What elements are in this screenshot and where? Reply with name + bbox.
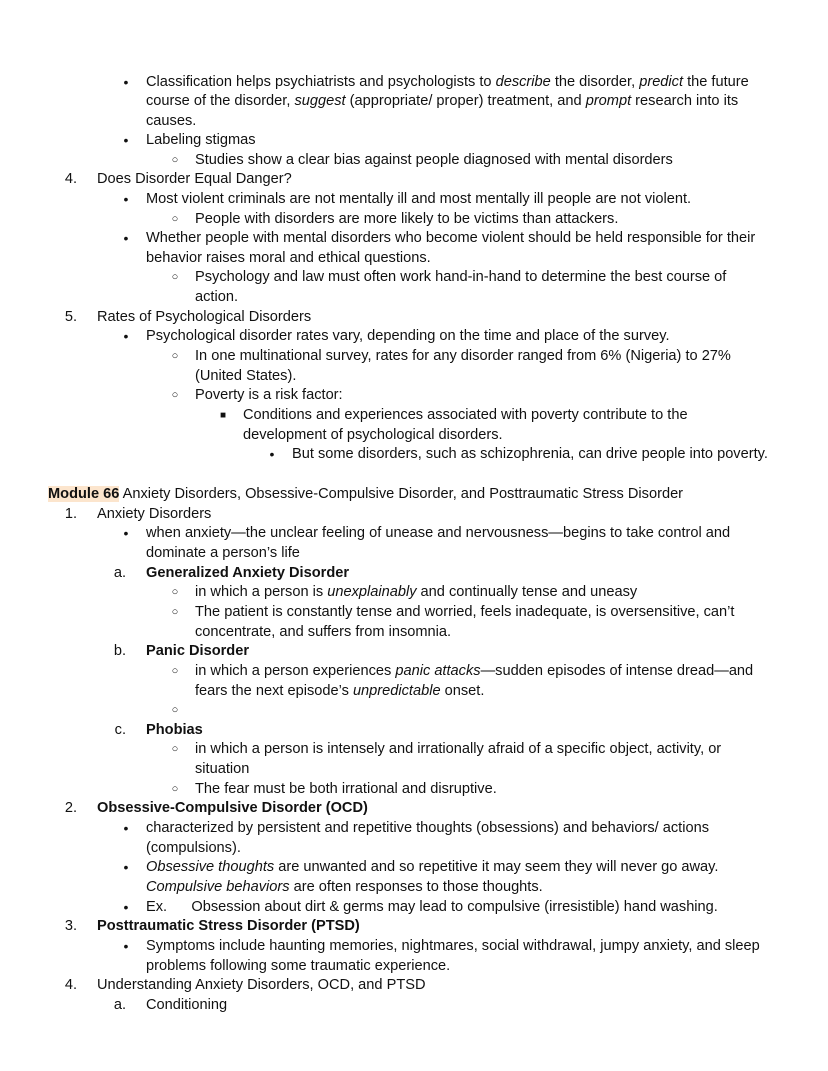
text-line: [146, 112, 196, 132]
line-text: People with disorders are more likely to be victims than attackers.: [195, 211, 619, 227]
text-line: [195, 288, 238, 308]
line-text: The patient is constantly tense and worried, feels inadequate, is oversensitive, can’t: [195, 604, 735, 620]
bold-heading-text: Panic Disorder: [146, 643, 250, 659]
circle-bullet-marker: ○: [171, 783, 179, 795]
list-number: a.: [113, 565, 126, 581]
line-text: Poverty is a risk factor:: [195, 387, 343, 403]
bullet-marker: •: [123, 820, 129, 836]
circle-bullet-marker: ○: [171, 154, 179, 166]
bold-heading-text: Generalized Anxiety Disorder: [146, 565, 350, 581]
text-line: [195, 760, 249, 780]
bullet-marker: •: [123, 525, 129, 541]
text-line: [195, 603, 734, 623]
line-text: Understanding Anxiety Disorders, OCD, and PTSD: [97, 977, 426, 993]
bullet-marker: •: [123, 74, 129, 90]
text-line: [146, 229, 755, 249]
list-number: b.: [113, 643, 126, 659]
line-text: Psychological disorder rates vary, depending on the time and place of the survey.: [146, 328, 670, 344]
bold-heading-text: Obsessive-Compulsive Disorder (OCD): [97, 800, 368, 816]
line-text: Rates of Psychological Disorders: [97, 309, 312, 325]
line-text: Conditions and experiences associated with poverty contribute to the: [243, 407, 688, 423]
italic-text: suggest: [294, 93, 346, 109]
circle-bullet-marker: ○: [171, 389, 179, 401]
text-line: [146, 957, 450, 977]
line-text: development of psychological disorders.: [243, 427, 503, 443]
line-text: course of the disorder,: [146, 93, 295, 109]
line-text: problems following some traumatic experience.: [146, 958, 451, 974]
bullet-marker: •: [123, 899, 129, 915]
line-text: behavior raises moral and ethical questions.: [146, 250, 431, 266]
line-text: (compulsions).: [146, 840, 241, 856]
text-line: [195, 367, 296, 387]
text-line: [146, 878, 543, 898]
line-text: —sudden episodes of intense dread—and: [480, 663, 754, 679]
text-line: [97, 170, 292, 190]
circle-bullet-marker: ○: [171, 704, 179, 716]
list-number: 4.: [64, 977, 77, 993]
list-number: c.: [114, 722, 126, 738]
line-text: when anxiety—the unclear feeling of unease and nervousness—begins to take control and: [146, 525, 731, 541]
line-text: and continually tense and uneasy: [416, 584, 638, 600]
text-line: [146, 92, 738, 112]
line-text: onset.: [440, 683, 485, 699]
line-text: are unwanted and so repetitive it may seem they will never go away.: [274, 859, 719, 875]
italic-text: Compulsive behaviors: [146, 879, 290, 895]
text-line: [97, 799, 368, 819]
line-text: Conditioning: [146, 997, 228, 1013]
text-line: [97, 917, 360, 937]
circle-bullet-marker: ○: [171, 271, 179, 283]
bold-heading-text: Phobias: [146, 722, 203, 738]
text-line: [195, 386, 343, 406]
text-line: [97, 976, 426, 996]
text-line: [146, 898, 718, 918]
italic-text: predict: [639, 74, 684, 90]
text-line: [195, 740, 721, 760]
italic-text: unexplainably: [327, 584, 417, 600]
line-text: (appropriate/ proper) treatment, and: [345, 93, 586, 109]
module-label-highlight: Module 66: [48, 486, 120, 502]
text-line: [195, 682, 484, 702]
line-text: are often responses to those thoughts.: [289, 879, 543, 895]
text-line: [146, 721, 203, 741]
square-bullet-marker: ■: [219, 410, 227, 421]
bold-heading-text: Posttraumatic Stress Disorder (PTSD): [97, 918, 360, 934]
italic-text: panic attacks: [395, 663, 481, 679]
text-line: [146, 564, 349, 584]
line-text: concentrate, and suffers from insomnia.: [195, 624, 452, 640]
circle-bullet-marker: ○: [171, 606, 179, 618]
line-text: The fear must be both irrational and disruptive.: [195, 781, 497, 797]
line-text: research into its: [631, 93, 739, 109]
text-line: [243, 406, 688, 426]
list-number: a.: [113, 997, 126, 1013]
line-text: Most violent criminals are not mentally ill and most mentally ill people are not violent.: [146, 191, 692, 207]
line-text: Anxiety Disorders, Obsessive-Compulsive Disorder, and Posttraumatic Stress Disorder: [119, 486, 684, 502]
circle-bullet-marker: ○: [171, 665, 179, 677]
text-line: [146, 327, 670, 347]
line-text: in which a person is intensely and irrationally afraid of a specific object, activity, or: [195, 741, 722, 757]
text-line: [195, 583, 637, 603]
line-text: Labeling stigmas: [146, 132, 256, 148]
text-line: [195, 623, 451, 643]
text-line: [146, 544, 300, 564]
bullet-marker: •: [123, 859, 129, 875]
text-line: [195, 151, 673, 171]
italic-text: describe: [495, 74, 551, 90]
text-line: [48, 485, 683, 505]
text-line: [146, 858, 718, 878]
circle-bullet-marker: ○: [171, 350, 179, 362]
text-line: [146, 642, 249, 662]
line-text: dominate a person’s life: [146, 545, 300, 561]
text-line: [146, 819, 709, 839]
line-text: Does Disorder Equal Danger?: [97, 171, 292, 187]
bullet-marker: •: [123, 191, 129, 207]
line-text: causes.: [146, 113, 197, 129]
line-text: in which a person is: [195, 584, 328, 600]
list-number: 4.: [64, 171, 77, 187]
text-line: [97, 505, 211, 525]
text-line: [146, 131, 256, 151]
circle-bullet-marker: ○: [171, 213, 179, 225]
line-text: characterized by persistent and repetitive thoughts (obsessions) and behaviors/ actions: [146, 820, 709, 836]
line-text: the disorder,: [550, 74, 640, 90]
text-line: [146, 937, 760, 957]
line-text: Ex. Obsession about dirt & germs may lead to compulsive (irresistible) hand washing.: [146, 899, 718, 915]
line-text: action.: [195, 289, 238, 305]
list-number: 5.: [64, 309, 77, 325]
line-text: Classification helps psychiatrists and psychologists to: [146, 74, 496, 90]
text-line: [195, 780, 497, 800]
line-text: the future: [683, 74, 749, 90]
text-line: [195, 347, 731, 367]
italic-text: prompt: [585, 93, 632, 109]
italic-text: unpredictable: [352, 683, 441, 699]
text-line: [146, 839, 241, 859]
bullet-marker: •: [123, 230, 129, 246]
line-text: Psychology and law must often work hand-in-hand to determine the best course of: [195, 269, 727, 285]
circle-bullet-marker: ○: [171, 743, 179, 755]
circle-bullet-marker: ○: [171, 586, 179, 598]
text-line: [146, 996, 227, 1016]
line-text: situation: [195, 761, 250, 777]
text-line: [97, 308, 311, 328]
text-line: [146, 249, 431, 269]
line-text: Anxiety Disorders: [97, 506, 212, 522]
text-line: [195, 662, 753, 682]
line-text: (United States).: [195, 368, 297, 384]
italic-text: Obsessive thoughts: [146, 859, 275, 875]
line-text: Studies show a clear bias against people diagnosed with mental disorders: [195, 152, 673, 168]
line-text: in which a person experiences: [195, 663, 396, 679]
list-number: 1.: [64, 506, 77, 522]
text-line: [195, 268, 726, 288]
text-line: [292, 445, 768, 465]
bullet-marker: •: [123, 132, 129, 148]
line-text: In one multinational survey, rates for any disorder ranged from 6% (Nigeria) to 27%: [195, 348, 731, 364]
text-line: [195, 210, 618, 230]
text-line: [146, 190, 691, 210]
line-text: fears the next episode’s: [195, 683, 353, 699]
line-text: Whether people with mental disorders who become violent should be held responsible for their: [146, 230, 756, 246]
line-text: Symptoms include haunting memories, nightmares, social withdrawal, jumpy anxiety, and sleep: [146, 938, 760, 954]
list-number: 2.: [64, 800, 77, 816]
bullet-marker: •: [123, 938, 129, 954]
text-line: [146, 524, 730, 544]
line-text: But some disorders, such as schizophrenia, can drive people into poverty.: [292, 446, 768, 462]
text-line: [243, 426, 503, 446]
text-line: [146, 73, 749, 93]
bullet-marker: •: [269, 446, 275, 462]
list-number: 3.: [64, 918, 77, 934]
bullet-marker: •: [123, 328, 129, 344]
